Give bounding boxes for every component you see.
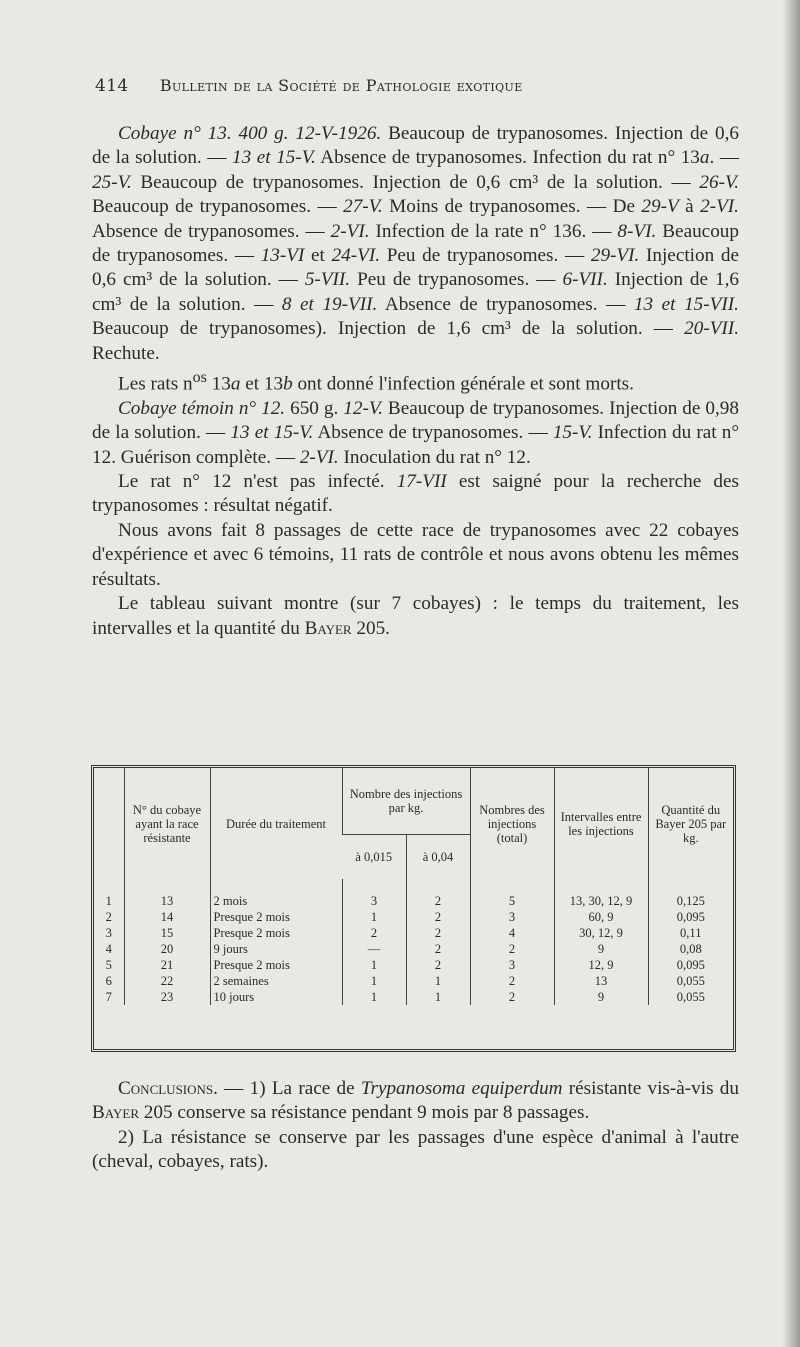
cell-total: 3 [470, 909, 554, 925]
header-nombre: Nombre des injections par kg. [342, 768, 470, 835]
cell-intervalles: 60, 9 [554, 909, 648, 925]
cell-b: 1 [406, 989, 470, 1005]
page-number: 414 [95, 76, 129, 96]
text-segment: 20-VII. [684, 318, 739, 340]
conclusion-paragraph [92, 1126, 739, 1175]
text-segment: 26-V. [699, 171, 739, 193]
cell-idx: 7 [105, 990, 112, 1004]
cell-idx: 6 [105, 974, 112, 988]
text-segment: Injection de 1,6 cm³ de la solution. — [92, 269, 739, 315]
text-segment: 13 et 15-V. [232, 147, 316, 169]
cell-idx: 5 [105, 958, 112, 972]
cell-intervalles: 13, 30, 12, 9 [554, 879, 648, 909]
table-row [94, 973, 733, 989]
cell-cobaye: 20 [124, 941, 210, 957]
text-segment: 15-V. [552, 422, 593, 444]
text-segment: Le tableau suivant montre (sur 7 cobayes) : le temps du traitement, les intervalles et la quantité du [92, 593, 739, 639]
text-segment: 24-VI. [331, 245, 381, 267]
text-segment: 8 et 19-VII. [281, 293, 378, 315]
cell-idx: 2 [105, 910, 112, 924]
cell-duree: 2 semaines [210, 973, 342, 989]
table-row [94, 909, 733, 925]
header-dose-a: à 0,015 [342, 835, 406, 880]
text-segment: Beaucoup de trypanosomes. — [92, 220, 739, 267]
cell-intervalles: 12, 9 [554, 957, 648, 973]
cell-b: 2 [406, 957, 470, 973]
header-duree: Durée du traitement [210, 768, 342, 879]
text-segment: 5-VII. [304, 269, 351, 291]
text-segment: Cobaye témoin n° 12. [118, 397, 286, 419]
table-row [94, 989, 733, 1005]
running-header [95, 76, 695, 96]
cell-idx: 3 [105, 926, 112, 940]
cell-total: 2 [470, 989, 554, 1005]
results-table [94, 768, 733, 1005]
cell-a: 2 [342, 925, 406, 941]
results-table-body [94, 879, 733, 1005]
paragraph [92, 366, 739, 397]
text-segment: Beaucoup de trypanosomes. Injection de 0,98 de la solution. — [92, 397, 739, 444]
conclusion-paragraph [92, 1077, 739, 1126]
cell-quantite: 0,08 [648, 941, 733, 957]
cell-intervalles: 9 [554, 989, 648, 1005]
text-segment: Moins de trypanosomes. — De [382, 196, 642, 218]
cell-a: 1 [342, 989, 406, 1005]
text-segment: Le rat n° 12 n'est pas infecté. [118, 471, 397, 493]
text-segment: 205 conserve sa résistance pendant 9 mois par 8 passages. [139, 1102, 590, 1124]
cell-duree: 9 jours [210, 941, 342, 957]
text-segment: Inoculation du rat n° 12. [338, 446, 531, 468]
paragraph [92, 397, 739, 470]
text-segment: Bayer [304, 617, 352, 639]
text-segment: 13 [206, 373, 231, 395]
cell-duree: 10 jours [210, 989, 342, 1005]
header-total: Nombres des injections (total) [470, 768, 554, 879]
text-segment: Beaucoup de trypanosomes. — [92, 196, 344, 218]
cell-total: 5 [470, 879, 554, 909]
text-segment: . — [709, 147, 740, 169]
cell-cobaye: 14 [124, 909, 210, 925]
text-segment: Cobaye n° 13. 400 g. 12-V-1926. [118, 123, 382, 144]
cell-a: 1 [342, 909, 406, 925]
text-segment: 650 g. [285, 397, 344, 419]
table-row [94, 879, 733, 909]
cell-cobaye: 15 [124, 925, 210, 941]
text-segment: Absence de trypanosomes. — [377, 293, 634, 315]
header-dose-b: à 0,04 [406, 835, 470, 880]
cell-quantite: 0,055 [648, 989, 733, 1005]
cell-quantite: 0,055 [648, 973, 733, 989]
text-segment: 6-VII. [562, 269, 608, 291]
cell-a: 1 [342, 973, 406, 989]
text-segment: 27-V. [343, 196, 383, 218]
text-segment: et [304, 245, 332, 267]
text-segment: à [678, 196, 701, 218]
cell-duree: Presque 2 mois [210, 909, 342, 925]
text-segment: 29-V [641, 196, 679, 218]
cell-total: 3 [470, 957, 554, 973]
text-segment: Peu de trypanosomes. — [380, 245, 591, 267]
text-segment: a [230, 373, 241, 395]
cell-quantite: 0,095 [648, 957, 733, 973]
text-segment: — 1) La race de [217, 1078, 361, 1099]
cell-b: 2 [406, 941, 470, 957]
header-cobaye: N° du cobaye ayant la race résistante [124, 768, 210, 879]
paragraph [92, 592, 739, 641]
text-segment: Absence de trypanosomes. — [92, 220, 331, 242]
cell-quantite: 0,095 [648, 909, 733, 925]
cell-total: 2 [470, 973, 554, 989]
text-segment: Injection de 0,6 cm³ de la solution. — [92, 245, 739, 291]
table-row [94, 925, 733, 941]
text-segment: Beaucoup de trypanosomes). Injection de 1,6 cm³ de la solution. — [92, 318, 685, 340]
text-segment: a [699, 147, 710, 169]
text-segment: 2) La résistance se conserve par les passages d'une espèce d'animal à l'autre (cheval, cobayes, rats). [92, 1126, 739, 1173]
cell-quantite: 0,125 [648, 879, 733, 909]
text-segment: 205. [351, 617, 390, 639]
cell-quantite: 0,11 [648, 925, 733, 941]
page-edge-shadow [782, 0, 800, 1347]
cell-duree: 2 mois [210, 879, 342, 909]
text-segment: 29-VI. [590, 245, 640, 267]
text-segment: 13-VI [260, 245, 305, 267]
header-quantite: Quantité du Bayer 205 par kg. [648, 768, 733, 879]
paragraph [92, 519, 739, 592]
text-segment: Bayer [92, 1102, 139, 1124]
text-segment: Infection de la rate n° 136. — [369, 220, 618, 242]
cell-total: 4 [470, 925, 554, 941]
text-segment: 13 et 15-VII. [633, 293, 739, 315]
text-segment: Trypanosoma equiperdum [360, 1078, 563, 1099]
header-intervalles: Intervalles entre les injections [554, 768, 648, 879]
text-segment: Beaucoup de trypanosomes. Injection de 0,6 de la solution. — [92, 123, 739, 169]
text-segment: Nous avons fait 8 passages de cette race de trypanosomes avec 22 cobayes d'expérience et avec 6 témoins, 11 rats de contrôle et nous avons obtenu les mêmes résultats. [92, 519, 739, 590]
table-row [94, 957, 733, 973]
text-segment: Peu de trypanosomes. — [350, 269, 563, 291]
text-segment: est saigné pour la recherche des trypanosomes : résultat négatif. [92, 471, 739, 517]
cell-cobaye: 21 [124, 957, 210, 973]
text-segment: 2-VI. [330, 220, 370, 242]
cell-idx: 4 [105, 942, 112, 956]
text-segment: 8-VI. [617, 220, 657, 242]
cell-cobaye: 23 [124, 989, 210, 1005]
cell-a: — [342, 941, 406, 957]
conclusions [92, 1077, 739, 1175]
cell-b: 2 [406, 925, 470, 941]
text-segment: Absence de trypanosomes. Infection du rat n° 13 [315, 147, 700, 169]
cell-cobaye: 13 [124, 879, 210, 909]
cell-duree: Presque 2 mois [210, 957, 342, 973]
cell-idx: 1 [105, 894, 112, 908]
paragraph [92, 122, 739, 366]
body-text [92, 122, 739, 641]
cell-b: 1 [406, 973, 470, 989]
text-segment: résistante vis-à-vis du [562, 1078, 739, 1099]
text-segment: 2-VI. [700, 196, 739, 218]
text-segment: 25-V. [92, 171, 132, 193]
cell-b: 2 [406, 879, 470, 909]
text-segment: b [283, 373, 293, 395]
cell-intervalles: 30, 12, 9 [554, 925, 648, 941]
text-segment: Rechute. [92, 342, 160, 364]
cell-intervalles: 9 [554, 941, 648, 957]
text-segment: 12-V. [343, 397, 383, 419]
cell-total: 2 [470, 941, 554, 957]
cell-a: 3 [342, 879, 406, 909]
cell-b: 2 [406, 909, 470, 925]
text-segment: os [192, 369, 207, 387]
text-segment: 13 et 15-V. [230, 422, 314, 444]
text-segment: 2-VI. [299, 446, 339, 468]
cell-intervalles: 13 [554, 973, 648, 989]
header-index [94, 768, 124, 879]
text-segment: Absence de trypanosomes. — [313, 422, 553, 444]
text-segment: Conclusions. [118, 1078, 218, 1099]
text-segment: Beaucoup de trypanosomes. Injection de 0,6 cm³ de la solution. — [131, 171, 700, 193]
text-segment: et 13 [240, 373, 284, 395]
table-row [94, 941, 733, 957]
results-table-frame [91, 765, 736, 1052]
paragraph [92, 470, 739, 519]
text-segment: Infection du rat n° 12. Guérison complète. — [92, 422, 739, 468]
cell-a: 1 [342, 957, 406, 973]
cell-cobaye: 22 [124, 973, 210, 989]
text-segment: ont donné l'infection générale et sont morts. [292, 373, 634, 395]
cell-duree: Presque 2 mois [210, 925, 342, 941]
journal-title: Bulletin de la Société de Pathologie exotique [159, 76, 523, 95]
text-segment: 17-VII [396, 471, 447, 493]
text-segment: Les rats n [118, 373, 193, 395]
